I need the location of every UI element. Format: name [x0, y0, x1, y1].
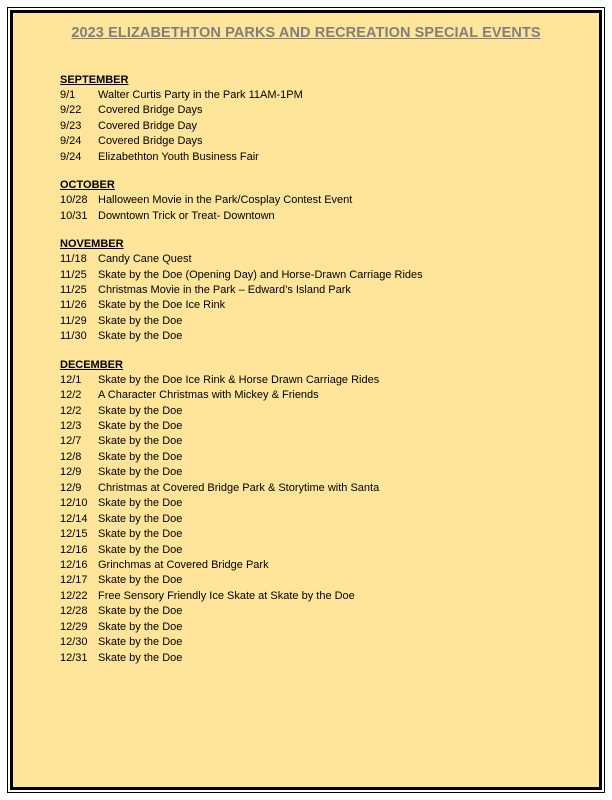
- event-row: [60, 150, 580, 165]
- event-name: Skate by the Doe: [98, 543, 183, 556]
- event-date: 11/18: [60, 253, 87, 266]
- event-name: Christmas at Covered Bridge Park & Storytime with Santa: [98, 481, 380, 494]
- event-date: 12/7: [60, 435, 82, 448]
- event-name: Skate by the Doe Ice Rink & Horse Drawn Carriage Rides: [98, 373, 380, 386]
- event-name: Skate by the Doe: [98, 466, 183, 479]
- event-name: Skate by the Doe: [98, 528, 183, 541]
- event-row: [60, 314, 580, 329]
- event-date: 11/26: [60, 299, 87, 312]
- event-date: 12/10: [60, 497, 88, 510]
- event-row: [60, 465, 580, 480]
- event-date: 12/2: [60, 389, 82, 402]
- event-date: 12/2: [60, 404, 82, 417]
- event-row: [60, 388, 580, 403]
- event-date: 12/29: [60, 620, 88, 633]
- event-row: [60, 119, 580, 134]
- event-date: 11/29: [60, 314, 87, 327]
- event-date: 10/28: [60, 194, 88, 207]
- event-row: [60, 329, 580, 344]
- event-name: Downtown Trick or Treat- Downtown: [98, 209, 275, 222]
- event-name: A Character Christmas with Mickey & Friends: [98, 389, 319, 402]
- event-row: [60, 512, 580, 527]
- event-name: Free Sensory Friendly Ice Skate at Skate by the Doe: [98, 589, 355, 602]
- month-heading: OCTOBER: [60, 179, 115, 192]
- event-row: [60, 283, 580, 298]
- event-row: [60, 209, 580, 224]
- event-date: 11/30: [60, 330, 87, 343]
- event-date: 11/25: [60, 283, 87, 296]
- event-date: 12/9: [60, 481, 82, 494]
- event-row: [60, 404, 580, 419]
- event-name: Skate by the Doe: [98, 420, 183, 432]
- event-row: [60, 651, 580, 666]
- event-name: Walter Curtis Party in the Park 11AM-1PM: [98, 89, 303, 101]
- page-title: 2023 ELIZABETHTON PARKS AND RECREATION SPECIAL EVENTS: [71, 25, 541, 41]
- event-name: Skate by the Doe: [98, 314, 183, 327]
- event-row: [60, 193, 580, 208]
- event-date: 12/30: [60, 636, 88, 649]
- event-name: Skate by the Doe: [98, 435, 183, 448]
- event-name: Christmas Movie in the Park – Edward’s Island Park: [98, 283, 351, 296]
- event-name: Skate by the Doe: [98, 450, 183, 463]
- event-name: Candy Cane Quest: [98, 253, 192, 266]
- event-date: 12/1: [60, 373, 82, 386]
- event-date: 12/15: [60, 528, 88, 541]
- event-name: Skate by the Doe: [98, 404, 183, 417]
- event-date: 12/16: [60, 558, 88, 571]
- event-row: [60, 635, 580, 650]
- event-date: 12/9: [60, 466, 82, 479]
- event-name: Skate by the Doe: [98, 636, 183, 649]
- month-section-september: [60, 72, 580, 165]
- event-name: Covered Bridge Days: [98, 135, 203, 148]
- event-name: Elizabethton Youth Business Fair: [98, 150, 259, 163]
- month-heading: SEPTEMBER: [60, 74, 129, 86]
- event-row: [60, 419, 580, 434]
- event-row: [60, 298, 580, 313]
- event-name: Skate by the Doe: [98, 574, 183, 587]
- event-name: Skate by the Doe: [98, 497, 183, 510]
- event-name: Skate by the Doe: [98, 605, 183, 618]
- event-name: Skate by the Doe (Opening Day) and Horse-Drawn Carriage Rides: [98, 268, 423, 281]
- event-name: Skate by the Doe Ice Rink: [98, 299, 226, 312]
- month-section-october: [60, 177, 580, 224]
- event-name: Skate by the Doe: [98, 512, 183, 525]
- event-date: 12/28: [60, 605, 88, 618]
- event-row: [60, 268, 580, 283]
- event-row: [60, 604, 580, 619]
- event-name: Covered Bridge Day: [98, 119, 198, 132]
- event-row: [60, 589, 580, 604]
- month-heading: NOVEMBER: [60, 238, 124, 251]
- event-date: 12/8: [60, 450, 82, 463]
- event-date: 12/16: [60, 543, 88, 556]
- event-date: 12/14: [60, 512, 88, 525]
- event-name: Skate by the Doe: [98, 651, 183, 664]
- events-list: [60, 72, 580, 678]
- event-row: [60, 481, 580, 496]
- event-date: 9/1: [60, 89, 76, 101]
- event-date: 12/31: [60, 651, 88, 664]
- event-name: Halloween Movie in the Park/Cosplay Contest Event: [98, 194, 353, 207]
- event-row: [60, 103, 580, 118]
- event-row: [60, 134, 580, 149]
- page-frame: [10, 10, 602, 790]
- event-row: [60, 252, 580, 267]
- event-date: 10/31: [60, 209, 88, 222]
- event-date: 9/22: [60, 104, 82, 117]
- event-row: [60, 573, 580, 588]
- event-row: [60, 373, 580, 388]
- event-name: Covered Bridge Days: [98, 104, 203, 117]
- event-date: 11/25: [60, 268, 87, 281]
- event-row: [60, 620, 580, 635]
- event-row: [60, 527, 580, 542]
- month-section-december: [60, 357, 580, 666]
- event-row: [60, 558, 580, 573]
- event-row: [60, 88, 580, 103]
- event-row: [60, 434, 580, 449]
- month-section-november: [60, 236, 580, 345]
- event-date: 12/17: [60, 574, 88, 587]
- event-date: 12/22: [60, 589, 88, 602]
- event-row: [60, 450, 580, 465]
- event-name: Skate by the Doe: [98, 620, 183, 633]
- event-date: 9/23: [60, 119, 82, 132]
- event-name: Grinchmas at Covered Bridge Park: [98, 558, 269, 571]
- month-heading: DECEMBER: [60, 358, 123, 371]
- event-date: 9/24: [60, 135, 82, 148]
- event-date: 12/3: [60, 420, 82, 432]
- event-row: [60, 496, 580, 511]
- event-row: [60, 543, 580, 558]
- event-date: 9/24: [60, 150, 82, 163]
- event-name: Skate by the Doe: [98, 330, 183, 343]
